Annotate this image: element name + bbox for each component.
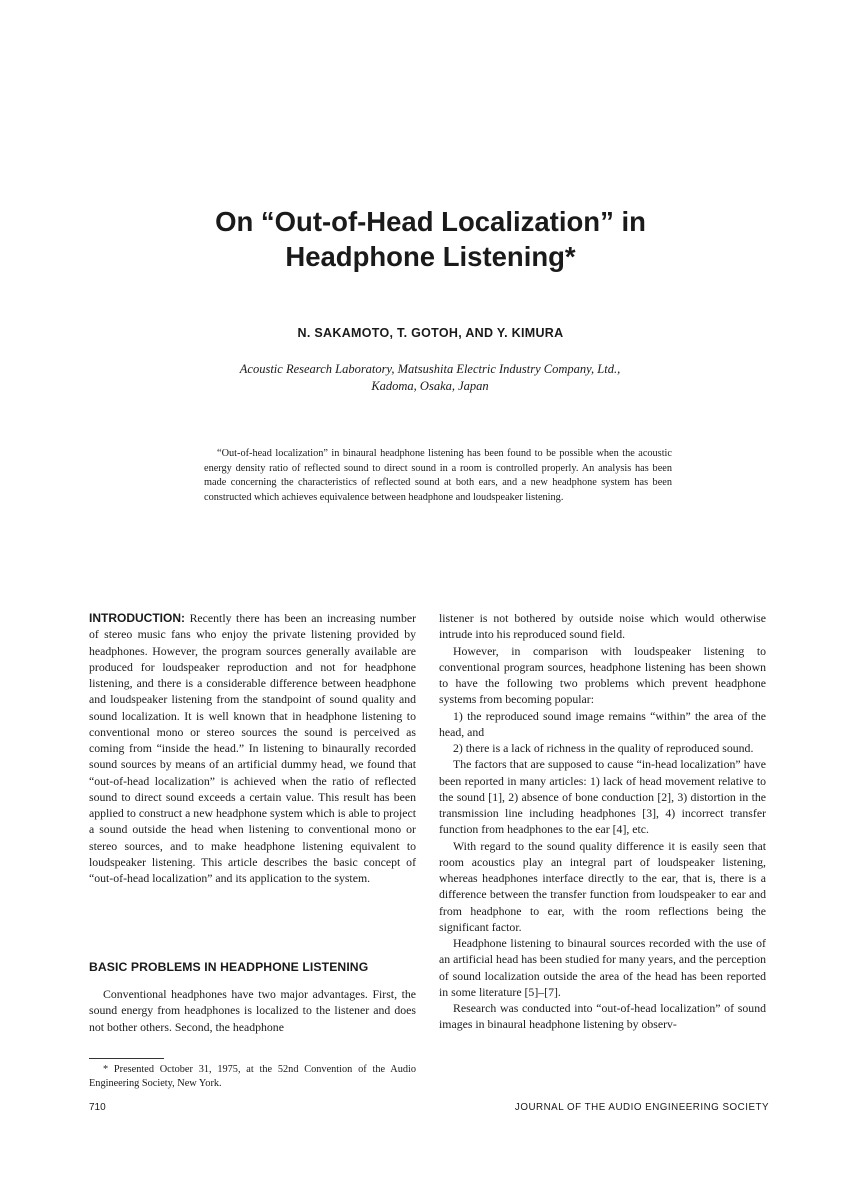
paragraph: Research was conducted into “out-of-head localization” of sound images in binaural headphone listening by observ- — [439, 1001, 766, 1032]
paragraph: However, in comparison with loudspeaker listening to conventional program sources, headphone listening has been shown to have the following two problems which prevent headphone systems from becoming popular: — [439, 643, 766, 707]
affiliation — [190, 361, 670, 395]
section-paragraph: Conventional headphones have two major advantages. First, the sound energy from headphones is localized to the listener and does not bother others. Second, the headphone — [89, 987, 416, 1034]
paragraph: With regard to the sound quality difference it is easily seen that room acoustics play an integral part of loudspeaker listening, whereas headphones interface directly to the ear, that is, there is a difference between the transfer function from loudspeaker to ear and from headphone to ear, with the room reflections being the significant factor. — [439, 838, 766, 934]
abstract-text: “Out-of-head localization” in binaural headphone listening has been found to be possible when the acoustic energy density ratio of reflected sound to direct sound in a room is controlled properly. An analysis has been made concerning the characteristics of reflected sound at both ears, and a new headphone system has been constructed which achieves equivalence between headphone and loudspeaker listening. — [204, 448, 672, 503]
paragraph: listener is not bothered by outside noise which would otherwise intrude into his reproduced sound field. — [439, 611, 766, 642]
right-column — [439, 610, 766, 1090]
intro-label: INTRODUCTION: — [89, 611, 185, 625]
footnote: * Presented October 31, 1975, at the 52nd Convention of the Audio Engineering Society, New York. — [89, 1064, 416, 1089]
footnote-rule — [89, 1058, 164, 1059]
section-heading: BASIC PROBLEMS IN HEADPHONE LISTENING — [89, 960, 369, 974]
page-number: 710 — [89, 1102, 106, 1113]
paragraph: Headphone listening to binaural sources recorded with the use of an artificial head has been studied for many years, and the perception of sound localization outside the area of the head has been reported in some literature [5]–[7]. — [439, 936, 766, 999]
intro-paragraph — [89, 610, 416, 886]
left-column — [89, 610, 416, 945]
author-list: N. SAKAMOTO, T. GOTOH, AND Y. KIMURA — [297, 326, 564, 340]
affiliation-line-1: Acoustic Research Laboratory, Matsushita Electric Industry Company, Ltd., — [239, 362, 621, 376]
journal-name: JOURNAL OF THE AUDIO ENGINEERING SOCIETY — [514, 1102, 769, 1113]
title-line-1: On “Out-of-Head Localization” in — [215, 206, 646, 237]
paper-title — [0, 204, 861, 274]
list-item: 1) the reproduced sound image remains “within” the area of the head, and — [439, 708, 766, 739]
list-item: 2) there is a lack of richness in the quality of reproduced sound. — [453, 741, 754, 755]
abstract — [204, 447, 672, 505]
title-line-2: Headphone Listening* — [285, 241, 576, 272]
affiliation-line-2: Kadoma, Osaka, Japan — [371, 379, 489, 393]
paragraph: The factors that are supposed to cause “in-head localization” have been reported in many articles: 1) lack of head movement relative to the sound [1], 2) absence of bone conduction [2], 3) distortion in the transmission line including headphones [3], 4) incorrect transfer function from headphones to the ear [4], etc. — [439, 757, 766, 837]
intro-text: Recently there has been an increasing number of stereo music fans who enjoy the private listening provided by headphones. However, the program sources generally available are produced for loudspeaker reproduction and not for headphone listening, and there is a considerable difference between headphone and loudspeaker listening from the standpoint of sound quality and sound localization. It is well known that in headphone listening to conventional mono or stereo sources the sound is perceived as coming from “inside the head.” In listening to binaurally recorded sound sources by means of an artificial dummy head, we found that “out-of-head localization” is achieved when the ratio of reflected sound to direct sound exceeds a certain value. This result has been applied to construct a new headphone system which is able to project a sound outside the head when listening to conventional mono or stereo sources, and to make headphone listening equivalent to loudspeaker listening. This article describes the basic concept of “out-of-head localization” and its application to the system. — [89, 611, 417, 885]
